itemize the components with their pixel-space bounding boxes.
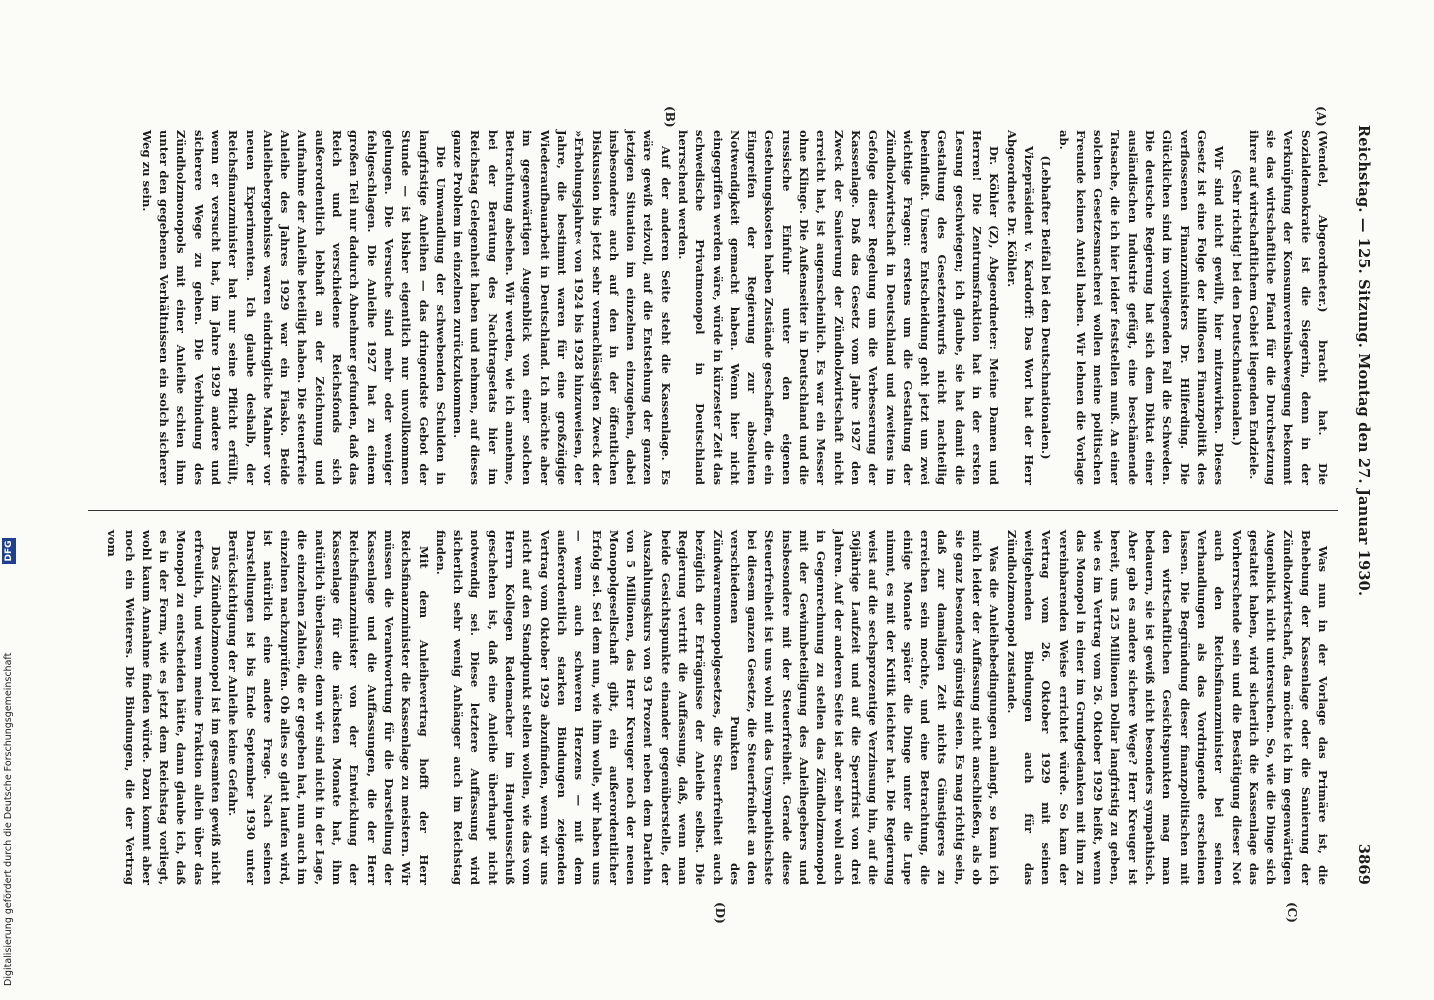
- margin-mark-d: (D): [713, 902, 727, 924]
- page-number: 3869: [1355, 843, 1372, 885]
- paragraph: Vizepräsident v. Kardorff: Das Wort hat der Herr Abgeordnete Dr. Köhler.: [1004, 130, 1036, 485]
- paragraph: Dr. Köhler (Z), Abgeordneter: Meine Damen und Herren! Die Zentrumsfraktion hat in der ersten Lesung geschwiegen; ich glaube, sie hat damit die Gestaltung des Gesetzentwurfs nicht nachteilig beeinflußt. Unsere Entscheidung geht jetzt um zwei wichtige Fragen: erstens um die Gestaltung der Zündholzwirtschaft in Deutschland und zweitens im Gefolge dieser Regelung um die Verbesserung der Kassenlage. Daß das Gesetz vom Jahre 1927 den Zweck der Sanierung der Zündholzwirtschaft nicht erreicht hat, ist augenscheinlich. Es war ein Messer ohne Klinge. Die Außenseiter in Deutschland und die russische Einfuhr unter den eigenen Gestehungskosten haben Zustände geschaffen, die ein Eingreifen der Regierung zur absoluten Notwendigkeit gemacht haben. Wenn hier nicht eingegriffen werden wäre, würde in kürzester Zeit das schwedische Privatmonopol in Deutschland herrschend werden.: [676, 130, 1002, 485]
- margin-mark-c: (C): [1285, 902, 1299, 923]
- paragraph: Auf der anderen Seite steht die Kassenlage. Es wäre gewiß reizvoll, auf die Entstehung der ganzen jetzigen Situation im einzelnen einzugehen, dabei insbesondere auch auf den in der öffentlichen Diskussion bis jetzt sehr vernachlässigten Zweck der »Erholungsjahre« von 1924 bis 1928 hinzuweisen, der Jahre, die bestimmt waren für eine großzügige Wiederaufbauarbeit in Deutschland. Ich möchte aber im gegenwärtigen Augenblick von einer solchen Betrachtung absehen. Wir werden, wie ich annehme, bei der Beratung des Nachtragsetats hier im Reichstag Gelegenheit haben und nehmen, auf dieses ganze Problem im einzelnen zurückzukommen.: [451, 130, 673, 485]
- header-title: Reichstag. — 125. Sitzung. Montag den 27. Januar 1930.: [1355, 125, 1372, 597]
- margin-mark-b: (B): [663, 106, 677, 128]
- digitization-credit: Digitalisierung gefördert durch die Deutsche Forschungsgemeinschaft: [3, 652, 14, 986]
- paragraph: Was die Anleihebedingungen anlangt, so kann ich mich leider der Auffassung nicht anschließen, als ob sie ganz besonders günstig seien. Es mag richtig sein, daß zur damaligen Zeit nichts Günstigeres zu erreichen sein mochte, und eine Betrachtung, die einige Monate später die Dinge unter die Lupe nimmt, es mit der Kritik leichter hat. Die Regierung weist auf die sechsprozentige Verzinsung hin, auf die 50jährige Laufzeit und auf die Sperrfrist von drei Jahren. Auf der anderen Seite ist aber sehr wohl auch in Gegenrechnung zu stellen das Zündholzmonopol mit der Gewinnbeteiligung des Anleihegebers und insbesondere mit der Steuerfreiheit. Gerade diese Steuerfreiheit ist uns wohl mit das Unsympathischste bei diesem ganzen Gesetze, die Steuerfreiheit an den verschiedenen Punkten des Zündwarenmonopolgesetzes, die Steuerfreiheit auch bezüglich der Erträgnisse der Anleihe selbst. Die Regierung vertritt die Auffassung, daß, wenn man beide Gesichtspunkte einander gegenüberstelle, der Auszahlungskurs von 93 Prozent neben dem Darlehn von 5 Millionen, das Herr Kreuger noch der neuen Monopolgesellschaft gibt, ein außerordentlicher Erfolg sei. Sei dem nun, wie ihm wolle, wir haben uns — wenn auch schweren Herzens — mit dem außerordentlich starken Bindungen zeigenden Vertrag vom Oktober 1929 abzufinden, wenn wir uns nicht auf den Standpunkt stellen wollen, wie das vom Herrn Kollegen Rademacher im Hauptausschuß geschehen ist, daß eine Anleihe überhaupt nicht notwendig sei. Diese letztere Auffassung wird sicherlich sehr wenig Anhänger auch im Reichstag finden.: [433, 530, 1002, 885]
- credit-strip: [0, 0, 18, 1000]
- interjection: (Lebhafter Beifall bei den Deutschnationalen.): [1039, 155, 1054, 460]
- interjection: (Sehr richtig! bei den Deutschnationalen.): [1229, 168, 1244, 446]
- margin-mark-a: (A): [1314, 106, 1328, 127]
- paragraph: Die Umwandlung der schwebenden Schulden in langfristige Anleihen — das dringendste Gebot der Stunde — ist bisher eigentlich nur unvollkommen gelungen. Die Versuche sind mehr oder weniger fehlgeschlagen. Die Anleihe 1927 hat zu einem großen Teil nur dadurch Abnehmer gefunden, daß das Reich und verschiedene Reichsfonds sich außerordentlich lebhaft an der Zeichnung und Aufnahme der Anleihe beteiligt haben. Die steuerfreie Anleihe des Jahres 1929 war ein Fiasko. Beide Anleihebergebnisse waren eindringliche Mahner vor neuen Experimenten. Ich glaube deshalb, der Reichsfinanzminister hat nur seine Pflicht erfüllt, wenn er versucht hat, im Jahre 1929 andere und sicherere Wege zu gehen. Die Verbindung des Zündholzmonopols mit einer Anleihe schien ihm unter den gegebenen Verhältnissen ein solch sicherer Weg zu sein.: [139, 130, 448, 485]
- paragraph: Was nun in der Vorlage das Primäre ist, die Behebung der Kassenlage oder die Sanierung der Zündholzwirtschaft, das möchte ich im gegenwärtigen Augenblick nicht untersuchen. So, wie die Dinge sich gestaltet haben, wird sicherlich die Kassenlage das Vorherrschende sein und die Bestätigung dieser Not auch den Reichsfinanzminister bei seinen Verhandlungen als das Vordringende erscheinen lassen. Die Begründung dieser finanzpolitischen mit den wirtschaftlichen Gesichtspunkten mag man bedauern, sie ist gewiß nicht besonders sympathisch. Aber gab es andere sichere Wege? Herr Kreuger ist bereit, uns 125 Millionen Dollar langfristig zu geben, wie es im Vertrag vom 26. Oktober 1929 heißt, wenn das Monopol in einer im Grundgedanken mit ihm zu vereinbarenden Weise errichtet würde. So kam der Vertrag vom 26. Oktober 1929 mit seinen weitgehenden Bindungen auch für das Zündholzmonopol zustande.: [1004, 530, 1330, 885]
- column-divider: [88, 510, 1338, 511]
- paragraph: Mit dem Anleihevertrag hofft der Herr Reichsfinanzminister die Kassenlage zu meistern. Wir müssen die Verantwortung für die Darstellung der Kassenlage und die Auffassungen, die der Herr Reichsfinanzminister von der Entwicklung der Kassenlage für die nächsten Monate hat, ihm natürlich überlassen; denn wir sind nicht in der Lage, die einzelnen Zahlen, die er gegeben hat, nun auch im einzelnen nachzuprüfen. Ob alles so glatt laufen wird, ist natürlich eine andere Frage. Nach seinen Darstellungen ist bis Ende September 1930 unter Berücksichtigung der Anleihe keine Gefahr.: [226, 530, 431, 885]
- running-header: [1348, 125, 1372, 885]
- paragraph: Das Zündholzmonopol ist im gesamten gewiß nicht erfreulich, und wenn meine Fraktion allein über das Monopol zu entscheiden hätte, dann glaube ich, daß es in der Form, wie es jetzt dem Reichstag vorliegt, wohl kaum Annahme finden würde. Dazu kommt aber noch ein Weiteres. Die Bindungen, die der Vertrag vom: [105, 530, 223, 885]
- right-text-column: [103, 530, 1331, 885]
- paragraph: Wir sind nicht gewillt, hier mitzuwirken. Dieses Gesetz ist eine Folge der hilflosen Finanzpolitik des verflossenen Finanzministers Dr. Hilferding. Die Glücklichen sind im vorliegenden Fall die Schweden. Die deutsche Regierung hat sich dem Diktat einer ausländischen Industrie gefügt, eine beschämende Tatsache, die ich hier leider feststellen muß. An einer solchen Gesetzesmacherei wollen meine politischen Freunde keinen Anteil haben. Wir lehnen die Vorlage ab.: [1056, 130, 1227, 485]
- dfg-logo: DFG: [2, 538, 16, 564]
- paragraph: (Wendel, Abgeordneter.) bracht hat. Die Sozialdemokratie ist die Siegerin, denn in der Verknüpfung der Konsumvereinsbewegung bekommt sie das wirtschaftliche Pfand für die Durchsetzung ihrer auf wirtschaftlichem Gebiet liegenden Endziele.: [1246, 130, 1330, 485]
- left-text-column: [138, 130, 1331, 485]
